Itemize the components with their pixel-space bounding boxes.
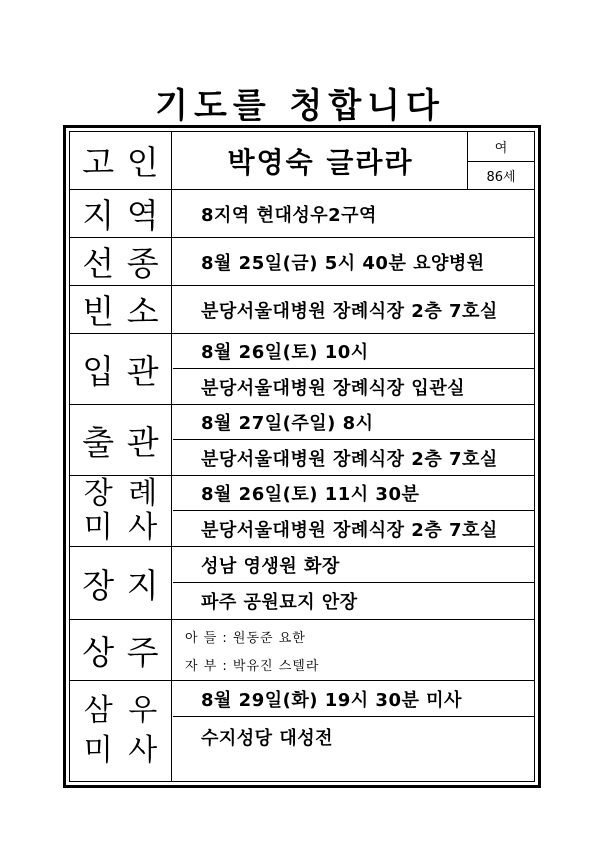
deceased-gender: 여 — [468, 132, 534, 162]
memorial-mass-time: 8월 29일(화) 19시 30분 미사 — [173, 681, 534, 717]
row-funeral-mass — [70, 476, 534, 547]
label-chief-mourner: 상 주 — [70, 620, 172, 680]
row-deceased — [70, 132, 534, 190]
row-funeral-home — [70, 286, 534, 334]
deceased-info — [467, 132, 534, 189]
label-funeral-mass: 장 례 미 사 — [70, 476, 172, 546]
encoffinment-place: 분당서울대병원 장례식장 입관실 — [201, 377, 465, 399]
row-encoffinment — [70, 334, 534, 405]
row-region — [70, 190, 534, 238]
label-burial: 장 지 — [70, 547, 172, 619]
row-burial — [70, 547, 534, 620]
row-death — [70, 238, 534, 286]
label-funeral-home: 빈 소 — [70, 286, 172, 333]
label-encoffinment: 입 관 — [70, 334, 172, 404]
page-title: 기도를 청합니다 — [155, 86, 445, 126]
memorial-mass-place: 수지성당 대성전 — [201, 728, 333, 749]
funeral-mass-time: 8월 26일(토) 11시 30분 — [173, 476, 534, 511]
death-value: 8월 25일(금) 5시 40분 요양병원 — [201, 252, 485, 274]
burial-cremation: 성남 영생원 화장 — [173, 547, 534, 583]
departure-place: 분당서울대병원 장례식장 2층 7호실 — [201, 448, 498, 470]
encoffinment-time: 8월 26일(토) 10시 — [173, 334, 534, 369]
chief-mourner-daughter-in-law: 자 부 : 박유진 스텔라 — [185, 658, 320, 674]
row-chief-mourner — [70, 620, 534, 681]
label-region: 지 역 — [70, 190, 172, 237]
burial-interment: 파주 공원묘지 안장 — [201, 592, 358, 613]
label-death: 선 종 — [70, 238, 172, 285]
deceased-name: 박영숙 글라라 — [227, 145, 414, 179]
funeral-home-value: 분당서울대병원 장례식장 2층 7호실 — [201, 300, 498, 322]
label-deceased: 고 인 — [70, 132, 172, 189]
label-memorial-mass: 삼 우 미 사 — [70, 681, 172, 781]
region-value: 8지역 현대성우2구역 — [201, 204, 377, 226]
row-memorial-mass — [70, 681, 534, 781]
row-departure — [70, 405, 534, 476]
label-departure: 출 관 — [70, 405, 172, 475]
departure-time: 8월 27일(주일) 8시 — [173, 405, 534, 440]
chief-mourner-son: 아 들 : 원동준 요한 — [185, 630, 306, 646]
funeral-mass-place: 분당서울대병원 장례식장 2층 7호실 — [201, 519, 498, 541]
deceased-age: 86세 — [486, 170, 516, 186]
obituary-table — [63, 125, 541, 788]
